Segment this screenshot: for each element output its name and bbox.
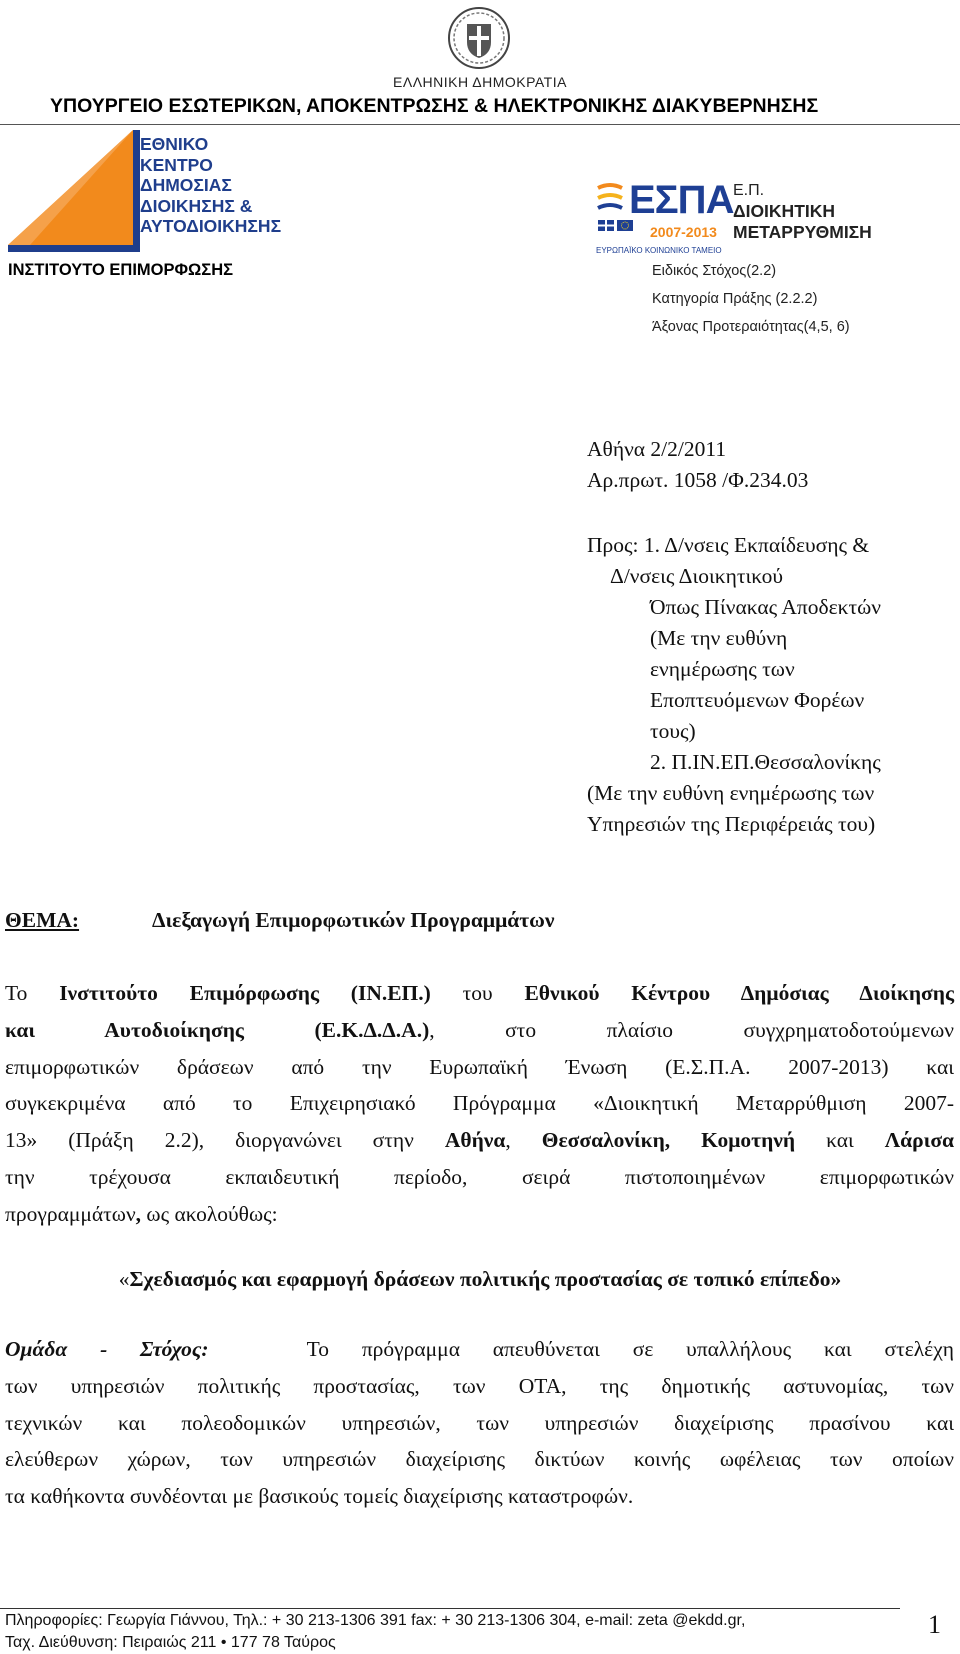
footer-divider xyxy=(0,1608,900,1609)
meta-line: Ειδικός Στόχος(2.2) xyxy=(652,263,777,279)
body-line: επιμορφωτικών δράσεων από την Ευρωπαϊκή Ένωση (Ε.Σ.Π.Α. 2007-2013) και xyxy=(5,1054,954,1079)
city-larisa: Λάρισα xyxy=(884,1128,955,1153)
recipient-line: (Με την ευθύνη xyxy=(650,626,788,650)
subject-label: ΘΕΜΑ: xyxy=(5,908,80,932)
meta-line: Κατηγορία Πράξης (2.2.2) xyxy=(652,291,818,307)
ekdda-line: ΕΘΝΙΚΟ xyxy=(140,134,209,154)
ekdda-line: ΔΗΜΟΣΙΑΣ xyxy=(140,175,232,195)
target-label: Ομάδα - Στόχος: xyxy=(5,1337,209,1361)
recipient-line: 2. Π.ΙΝ.ΕΠ.Θεσσαλονίκης xyxy=(650,750,881,774)
body-paragraph xyxy=(5,975,954,1233)
city-thessaloniki: Θεσσαλονίκη, xyxy=(541,1128,671,1153)
recipient-line: τους) xyxy=(650,719,696,743)
ekdda-ref: Εθνικού Κέντρου Δημόσιας Διοίκησης xyxy=(524,981,955,1005)
ep-logo-line: ΜΕΤΑΡΡΥΘΜΙΣΗ xyxy=(733,222,872,242)
republic-label: ΕΛΛΗΝΙΚΗ ΔΗΜΟΚΡΑΤΙΑ xyxy=(393,74,567,90)
recipient-line: Εποπτευόμενων Φορέων xyxy=(650,688,865,712)
footer-contact: Πληροφορίες: Γεωργία Γιάννου, Τηλ.: + 30 213-1306 391 fax: + 30 213-1306 304, e-mail: zeta @ekdd.gr, xyxy=(5,1612,746,1629)
body-line: την τρέχουσα εκπαιδευτική περίοδο, σειρά πιστοποιημένων επιμορφωτικών xyxy=(5,1164,954,1189)
body-line: Το Ινστιτούτο Επιμόρφωσης (ΙΝ.ΕΠ.) του Εθνικού Κέντρου Δημόσιας Διοίκησης xyxy=(5,981,955,1005)
recipient-line: Δ/νσεις Διοικητικού xyxy=(610,564,784,588)
target-paragraph xyxy=(5,1331,954,1515)
espa-logo-years: 2007-2013 xyxy=(650,224,717,240)
body-line: και Αυτοδιοίκησης (Ε.Κ.Δ.Δ.Α.), στο πλαίσιο συγχρηματοδοτούμενων xyxy=(5,1017,955,1042)
ekdda-line: ΔΙΟΙΚΗΣΗΣ & xyxy=(140,195,253,216)
target-line: τα καθήκοντα συνδέονται με βασικούς τομείς διαχείρισης καταστροφών. xyxy=(5,1484,634,1509)
recipient-line: Προς: 1. Δ/νσεις Εκπαίδευσης & xyxy=(587,533,870,557)
institute-name: ΙΝΣΤΙΤΟΥΤΟ ΕΠΙΜΟΡΦΩΣΗΣ xyxy=(8,261,234,279)
target-line: ελεύθερων χώρων, των υπηρεσιών διαχείρισης δικτύων κοινής ωφέλειας των οποίων xyxy=(5,1447,954,1472)
ep-logo-line: Ε.Π. xyxy=(733,182,765,199)
ep-logo-text xyxy=(733,180,872,243)
recipient-line: (Με την ευθύνη ενημέρωσης των xyxy=(587,781,875,805)
ekdda-logo-text xyxy=(140,134,281,237)
target-line: των υπηρεσιών πολιτικής προστασίας, των ΟΤΑ, της δημοτικής αστυνομίας, των xyxy=(5,1373,954,1398)
program-title: «Σχεδιασμός και εφαρμογή δράσεων πολιτικής προστασίας σε τοπικό επίπεδο» xyxy=(118,1267,842,1291)
city-komotini: Κομοτηνή xyxy=(701,1128,796,1153)
target-line: Ομάδα - Στόχος: Το πρόγραμμα απευθύνεται σε υπαλλήλους και στελέχη xyxy=(5,1337,954,1361)
ekdda-ref: και Αυτοδιοίκησης (Ε.Κ.Δ.Δ.Α.) xyxy=(5,1017,430,1042)
page-number: 1 xyxy=(928,1610,941,1639)
subject-text: Διεξαγωγή Επιμορφωτικών Προγραμμάτων xyxy=(152,908,555,932)
ekdda-line: ΑΥΤΟΔΙΟΙΚΗΣΗΣ xyxy=(140,216,282,236)
footer-address: Ταχ. Διεύθυνση: Πειραιώς 211 • 177 78 Ταύρος xyxy=(5,1634,336,1651)
city-athens: Αθήνα xyxy=(444,1128,506,1153)
header-divider xyxy=(0,124,960,125)
ministry-title: ΥΠΟΥΡΓΕΙΟ ΕΣΩΤΕΡΙΚΩΝ, ΑΠΟΚΕΝΤΡΩΣΗΣ & ΗΛΕΚΤΡΟΝΙΚΗΣ ΔΙΑΚΥΒΕΡΝΗΣΗΣ xyxy=(50,95,819,117)
date-line: Αθήνα 2/2/2011 xyxy=(587,437,727,461)
meta-line: Άξονας Προτεραιότητας(4,5, 6) xyxy=(652,319,850,335)
espa-logo-name: ΕΣΠΑ xyxy=(629,178,734,222)
body-line: προγραμμάτων, ως ακολούθως: xyxy=(5,1201,278,1226)
recipient-line: Όπως Πίνακας Αποδεκτών xyxy=(650,595,881,619)
target-line: τεχνικών και πολεοδομικών υπηρεσιών, των υπηρεσιών διαχείρισης πρασίνου και xyxy=(5,1410,954,1435)
protocol-number: Αρ.πρωτ. 1058 /Φ.234.03 xyxy=(587,468,809,492)
recipient-line: ενημέρωσης των xyxy=(650,657,795,681)
recipient-line: Υπηρεσιών της Περιφέρειάς του) xyxy=(587,812,876,836)
body-line: συγκεκριμένα από το Επιχειρησιακό Πρόγραμμα «Διοικητική Μεταρρύθμιση 2007- xyxy=(5,1091,954,1116)
espa-logo-fund: ΕΥΡΩΠΑΪΚΟ ΚΟΙΝΩΝΙΚΟ ΤΑΜΕΙΟ xyxy=(596,246,722,255)
institute-ref: Ινστιτούτο Επιμόρφωσης (ΙΝ.ΕΠ.) xyxy=(59,981,431,1005)
body-line: 13» (Πράξη 2.2), διοργανώνει στην Αθήνα, Θεσσαλονίκη, Κομοτηνή και Λάρισα xyxy=(5,1128,955,1153)
ep-logo-line: ΔΙΟΙΚΗΤΙΚΗ xyxy=(733,201,836,221)
ekdda-line: ΚΕΝΤΡΟ xyxy=(140,154,213,175)
greek-republic-emblem-icon xyxy=(447,6,511,70)
